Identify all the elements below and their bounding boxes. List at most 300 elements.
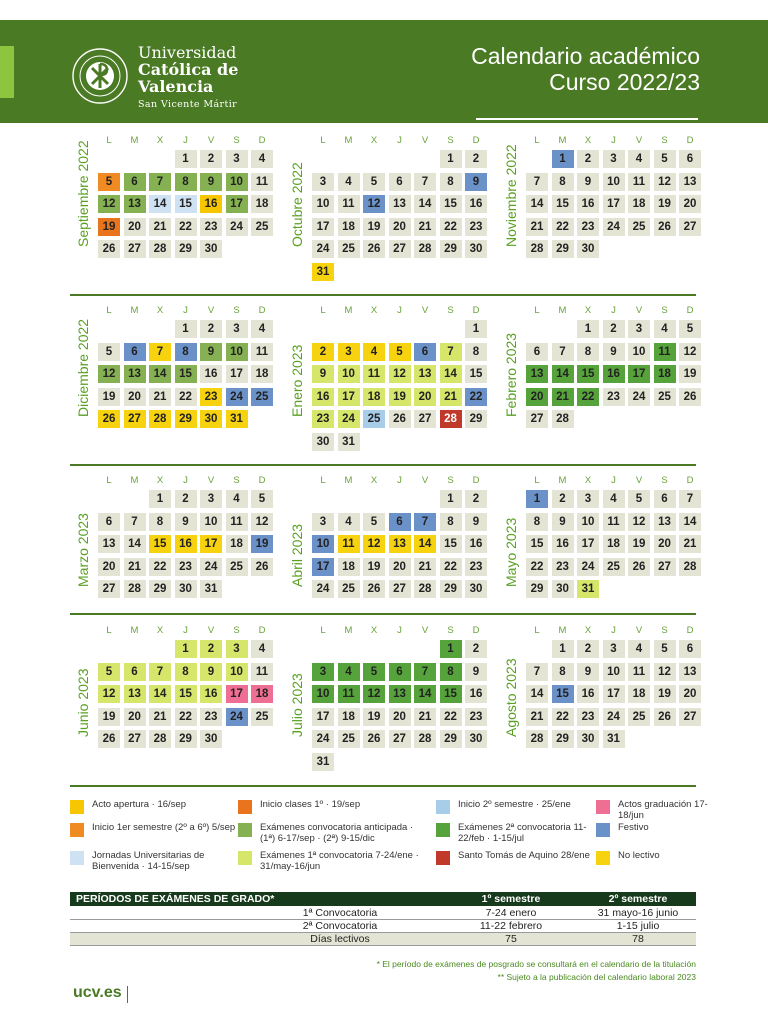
day-cell: 11 xyxy=(363,365,385,383)
day-cell: 14 xyxy=(414,195,436,213)
day-cell: 28 xyxy=(414,730,436,748)
weekday-header: M xyxy=(344,475,353,486)
weekday-header: V xyxy=(207,305,215,316)
legend-label-inicio2: Inicio 2º semestre · 25/ene xyxy=(458,799,571,810)
day-cell: 11 xyxy=(251,343,273,361)
day-cell: 15 xyxy=(440,685,462,703)
day-cell: 25 xyxy=(226,558,248,576)
day-cell: 22 xyxy=(465,388,487,406)
day-cell: 7 xyxy=(440,343,462,361)
day-cell: 16 xyxy=(577,685,599,703)
weekday-header: J xyxy=(183,135,188,146)
day-cell: 1 xyxy=(552,150,574,168)
weekday-header: D xyxy=(258,135,266,146)
weekday-header: M xyxy=(558,305,567,316)
day-cell: 22 xyxy=(175,708,197,726)
day-cell: 2 xyxy=(465,490,487,508)
day-cell: 23 xyxy=(465,558,487,576)
weekday-header: L xyxy=(320,135,326,146)
day-cell: 5 xyxy=(98,173,120,191)
day-cell: 26 xyxy=(654,708,676,726)
day-cell: 31 xyxy=(338,433,360,451)
day-cell: 10 xyxy=(577,513,599,531)
day-cell: 27 xyxy=(414,410,436,428)
weekday-header: M xyxy=(558,135,567,146)
day-cell: 6 xyxy=(124,343,146,361)
day-cell: 13 xyxy=(389,535,411,553)
day-cell: 18 xyxy=(654,365,676,383)
day-cell: 26 xyxy=(98,730,120,748)
day-cell: 6 xyxy=(679,150,701,168)
day-cell: 2 xyxy=(552,490,574,508)
row-separator xyxy=(70,785,696,787)
day-cell: 21 xyxy=(440,388,462,406)
month-name: Agosto 2023 xyxy=(503,658,519,737)
day-cell: 25 xyxy=(628,218,650,236)
day-cell: 20 xyxy=(124,218,146,236)
day-cell: 20 xyxy=(679,685,701,703)
day-cell: 18 xyxy=(628,685,650,703)
day-cell: 11 xyxy=(251,663,273,681)
day-cell: 1 xyxy=(175,320,197,338)
day-cell: 27 xyxy=(679,708,701,726)
month-7 xyxy=(286,475,496,625)
day-cell: 4 xyxy=(338,663,360,681)
day-cell: 13 xyxy=(389,685,411,703)
day-cell: 26 xyxy=(363,730,385,748)
day-cell: 22 xyxy=(526,558,548,576)
day-cell: 10 xyxy=(226,173,248,191)
day-cell: 9 xyxy=(312,365,334,383)
day-cell: 11 xyxy=(226,513,248,531)
legend-swatch-grad xyxy=(596,800,610,814)
day-cell: 31 xyxy=(603,730,625,748)
day-cell: 20 xyxy=(124,708,146,726)
day-cell: 8 xyxy=(440,513,462,531)
logo-line-3: Valencia xyxy=(138,77,214,96)
weekday-header: X xyxy=(370,305,378,316)
day-cell: 24 xyxy=(338,410,360,428)
footnote-1: * El período de exámenes de posgrado se consultará en el calendario de la titulación xyxy=(376,959,696,969)
day-cell: 13 xyxy=(654,513,676,531)
legend-swatch-ant xyxy=(238,823,252,837)
weekday-header: S xyxy=(661,305,668,316)
day-cell: 20 xyxy=(654,535,676,553)
day-cell: 28 xyxy=(440,410,462,428)
day-cell: 6 xyxy=(414,343,436,361)
month-1 xyxy=(286,135,496,285)
weekday-header: D xyxy=(472,625,480,636)
logo-line-4: San Vicente Mártir xyxy=(138,99,238,110)
legend-swatch-nolec xyxy=(596,851,610,865)
weekday-header: M xyxy=(130,305,139,316)
day-cell: 29 xyxy=(175,240,197,258)
day-cell: 17 xyxy=(338,388,360,406)
weekday-header: D xyxy=(472,135,480,146)
day-cell: 9 xyxy=(200,173,222,191)
row-separator xyxy=(70,464,696,466)
day-cell: 1 xyxy=(526,490,548,508)
day-cell: 22 xyxy=(175,388,197,406)
day-cell: 21 xyxy=(679,535,701,553)
day-cell: 20 xyxy=(679,195,701,213)
table-header xyxy=(70,892,696,906)
day-cell: 23 xyxy=(603,388,625,406)
day-cell: 5 xyxy=(363,173,385,191)
day-cell: 24 xyxy=(603,218,625,236)
weekday-header: S xyxy=(447,625,454,636)
weekday-header: J xyxy=(183,475,188,486)
day-cell: 19 xyxy=(363,218,385,236)
day-cell: 5 xyxy=(389,343,411,361)
weekday-header: V xyxy=(635,625,643,636)
day-cell: 26 xyxy=(251,558,273,576)
day-cell: 30 xyxy=(465,580,487,598)
day-cell: 18 xyxy=(628,195,650,213)
day-cell: 4 xyxy=(628,150,650,168)
day-cell: 1 xyxy=(440,640,462,658)
day-cell: 6 xyxy=(124,173,146,191)
table-header-sem1: 1º semestre xyxy=(481,893,541,905)
day-cell: 16 xyxy=(552,535,574,553)
day-cell: 7 xyxy=(526,173,548,191)
day-cell: 29 xyxy=(465,410,487,428)
footer-website-link[interactable]: ucv.es xyxy=(73,984,122,1001)
day-cell: 7 xyxy=(149,343,171,361)
weekday-header: X xyxy=(370,135,378,146)
weekday-header: S xyxy=(447,135,454,146)
day-cell: 2 xyxy=(200,320,222,338)
day-cell: 16 xyxy=(465,535,487,553)
legend-label-fest: Festivo xyxy=(618,822,649,833)
month-9 xyxy=(72,625,282,775)
month-name: Mayo 2023 xyxy=(503,517,519,587)
day-cell: 19 xyxy=(679,365,701,383)
day-cell: 1 xyxy=(175,150,197,168)
legend-label-ord: Exámenes 1ª convocatoria 7-24/ene · 31/may-16/jun xyxy=(260,850,419,872)
day-cell: 12 xyxy=(363,685,385,703)
month-5 xyxy=(500,305,710,455)
day-cell: 28 xyxy=(149,240,171,258)
table-cell: 1ª Convocatoria xyxy=(302,907,378,919)
day-cell: 17 xyxy=(603,685,625,703)
title-line-1: Calendario académico xyxy=(471,43,700,69)
day-cell: 29 xyxy=(552,240,574,258)
legend-swatch-clases xyxy=(238,800,252,814)
weekday-header: M xyxy=(344,305,353,316)
day-cell: 15 xyxy=(175,365,197,383)
day-cell: 8 xyxy=(552,663,574,681)
day-cell: 26 xyxy=(363,580,385,598)
day-cell: 2 xyxy=(465,150,487,168)
day-cell: 13 xyxy=(414,365,436,383)
weekday-header: L xyxy=(534,475,540,486)
day-cell: 17 xyxy=(226,365,248,383)
day-cell: 16 xyxy=(200,195,222,213)
day-cell: 3 xyxy=(226,150,248,168)
weekday-header: X xyxy=(370,475,378,486)
header-banner xyxy=(0,20,768,123)
day-cell: 3 xyxy=(338,343,360,361)
day-cell: 22 xyxy=(149,558,171,576)
table-cell: 2ª Convocatoria xyxy=(302,920,378,932)
day-cell: 12 xyxy=(98,195,120,213)
weekday-header: L xyxy=(320,475,326,486)
day-cell: 26 xyxy=(654,218,676,236)
table-row xyxy=(70,907,696,920)
day-cell: 10 xyxy=(603,663,625,681)
day-cell: 4 xyxy=(338,513,360,531)
day-cell: 21 xyxy=(414,708,436,726)
day-cell: 14 xyxy=(526,685,548,703)
day-cell: 3 xyxy=(603,640,625,658)
day-cell: 3 xyxy=(226,320,248,338)
legend-label-clases: Inicio clases 1º · 19/sep xyxy=(260,799,361,810)
day-cell: 15 xyxy=(149,535,171,553)
day-cell: 23 xyxy=(552,558,574,576)
day-cell: 12 xyxy=(679,343,701,361)
day-cell: 17 xyxy=(312,708,334,726)
weekday-header: L xyxy=(534,625,540,636)
month-0 xyxy=(72,135,282,285)
footnote-2: ** Sujeto a la publicación del calendario laboral 2023 xyxy=(497,972,696,982)
day-cell: 13 xyxy=(389,195,411,213)
weekday-header: J xyxy=(183,305,188,316)
day-cell: 30 xyxy=(200,730,222,748)
row-separator xyxy=(70,294,696,296)
day-cell: 7 xyxy=(414,173,436,191)
weekday-header: X xyxy=(156,135,164,146)
day-cell: 4 xyxy=(603,490,625,508)
day-cell: 11 xyxy=(603,513,625,531)
day-cell: 6 xyxy=(679,640,701,658)
weekday-header: V xyxy=(421,305,429,316)
day-cell: 21 xyxy=(526,218,548,236)
day-cell: 27 xyxy=(124,410,146,428)
day-cell: 18 xyxy=(363,388,385,406)
day-cell: 11 xyxy=(628,173,650,191)
day-cell: 26 xyxy=(363,240,385,258)
day-cell: 5 xyxy=(98,343,120,361)
day-cell: 28 xyxy=(526,240,548,258)
day-cell: 8 xyxy=(175,663,197,681)
day-cell: 13 xyxy=(98,535,120,553)
day-cell: 5 xyxy=(251,490,273,508)
day-cell: 5 xyxy=(628,490,650,508)
weekday-header: L xyxy=(320,305,326,316)
day-cell: 14 xyxy=(149,365,171,383)
table-cell: 7-24 enero xyxy=(485,907,537,919)
day-cell: 11 xyxy=(654,343,676,361)
day-cell: 24 xyxy=(312,580,334,598)
day-cell: 4 xyxy=(251,640,273,658)
day-cell: 30 xyxy=(200,410,222,428)
day-cell: 9 xyxy=(465,513,487,531)
day-cell: 10 xyxy=(226,343,248,361)
logo-line-2: Católica de xyxy=(138,60,239,79)
legend-label-grad: Actos graduación 17-18/jun xyxy=(618,799,708,821)
day-cell: 17 xyxy=(200,535,222,553)
day-cell: 16 xyxy=(577,195,599,213)
day-cell: 7 xyxy=(149,173,171,191)
day-cell: 13 xyxy=(124,365,146,383)
day-cell: 25 xyxy=(251,708,273,726)
table-cell: Días lectivos xyxy=(310,933,370,945)
day-cell: 13 xyxy=(679,663,701,681)
day-cell: 22 xyxy=(577,388,599,406)
weekday-header: X xyxy=(156,475,164,486)
weekday-header: D xyxy=(258,625,266,636)
day-cell: 15 xyxy=(440,195,462,213)
day-cell: 25 xyxy=(338,240,360,258)
day-cell: 1 xyxy=(577,320,599,338)
day-cell: 15 xyxy=(175,195,197,213)
day-cell: 20 xyxy=(389,218,411,236)
day-cell: 7 xyxy=(414,513,436,531)
day-cell: 2 xyxy=(603,320,625,338)
day-cell: 3 xyxy=(226,640,248,658)
day-cell: 13 xyxy=(124,195,146,213)
day-cell: 17 xyxy=(226,195,248,213)
day-cell: 15 xyxy=(175,685,197,703)
day-cell: 10 xyxy=(628,343,650,361)
day-cell: 1 xyxy=(175,640,197,658)
weekday-header: L xyxy=(106,135,112,146)
day-cell: 21 xyxy=(149,388,171,406)
day-cell: 9 xyxy=(200,343,222,361)
weekday-header: X xyxy=(584,135,592,146)
day-cell: 25 xyxy=(251,388,273,406)
day-cell: 14 xyxy=(440,365,462,383)
day-cell: 27 xyxy=(679,218,701,236)
day-cell: 14 xyxy=(414,535,436,553)
day-cell: 19 xyxy=(251,535,273,553)
weekday-header: X xyxy=(584,305,592,316)
day-cell: 5 xyxy=(654,150,676,168)
day-cell: 31 xyxy=(577,580,599,598)
weekday-header: J xyxy=(397,625,402,636)
day-cell: 15 xyxy=(552,195,574,213)
day-cell: 2 xyxy=(465,640,487,658)
day-cell: 18 xyxy=(251,685,273,703)
day-cell: 2 xyxy=(312,343,334,361)
day-cell: 1 xyxy=(440,490,462,508)
weekday-header: J xyxy=(183,625,188,636)
day-cell: 1 xyxy=(440,150,462,168)
table-cell: 31 mayo-16 junio xyxy=(597,907,679,919)
day-cell: 26 xyxy=(628,558,650,576)
day-cell: 19 xyxy=(98,708,120,726)
day-cell: 19 xyxy=(98,218,120,236)
day-cell: 4 xyxy=(338,173,360,191)
day-cell: 29 xyxy=(440,240,462,258)
day-cell: 29 xyxy=(175,410,197,428)
weekday-header: J xyxy=(397,135,402,146)
weekday-header: S xyxy=(233,625,240,636)
day-cell: 29 xyxy=(552,730,574,748)
day-cell: 30 xyxy=(552,580,574,598)
day-cell: 6 xyxy=(389,513,411,531)
day-cell: 12 xyxy=(654,173,676,191)
weekday-header: V xyxy=(421,135,429,146)
day-cell: 10 xyxy=(338,365,360,383)
day-cell: 24 xyxy=(312,730,334,748)
day-cell: 14 xyxy=(552,365,574,383)
day-cell: 11 xyxy=(251,173,273,191)
legend xyxy=(70,796,708,876)
day-cell: 6 xyxy=(389,663,411,681)
day-cell: 22 xyxy=(175,218,197,236)
weekday-header: D xyxy=(686,625,694,636)
month-3 xyxy=(72,305,282,455)
weekday-header: J xyxy=(611,305,616,316)
day-cell: 1 xyxy=(149,490,171,508)
day-cell: 14 xyxy=(124,535,146,553)
day-cell: 11 xyxy=(338,685,360,703)
day-cell: 8 xyxy=(440,663,462,681)
day-cell: 28 xyxy=(124,580,146,598)
month-name: Enero 2023 xyxy=(289,344,305,417)
day-cell: 24 xyxy=(603,708,625,726)
day-cell: 9 xyxy=(603,343,625,361)
day-cell: 15 xyxy=(440,535,462,553)
weekday-header: L xyxy=(106,625,112,636)
day-cell: 27 xyxy=(389,730,411,748)
day-cell: 9 xyxy=(465,663,487,681)
day-cell: 30 xyxy=(175,580,197,598)
day-cell: 29 xyxy=(175,730,197,748)
table-cell: 75 xyxy=(505,933,517,945)
day-cell: 1 xyxy=(465,320,487,338)
day-cell: 10 xyxy=(603,173,625,191)
weekday-header: J xyxy=(397,475,402,486)
day-cell: 7 xyxy=(124,513,146,531)
day-cell: 12 xyxy=(251,513,273,531)
day-cell: 27 xyxy=(124,730,146,748)
day-cell: 15 xyxy=(465,365,487,383)
day-cell: 10 xyxy=(226,663,248,681)
day-cell: 18 xyxy=(338,558,360,576)
university-seal-icon xyxy=(72,48,128,104)
day-cell: 12 xyxy=(389,365,411,383)
day-cell: 24 xyxy=(200,558,222,576)
day-cell: 19 xyxy=(98,388,120,406)
weekday-header: D xyxy=(472,305,480,316)
day-cell: 21 xyxy=(149,708,171,726)
day-cell: 23 xyxy=(465,708,487,726)
weekday-header: L xyxy=(106,305,112,316)
month-name: Junio 2023 xyxy=(75,668,91,737)
day-cell: 15 xyxy=(552,685,574,703)
day-cell: 16 xyxy=(465,195,487,213)
weekday-header: X xyxy=(584,475,592,486)
day-cell: 8 xyxy=(175,343,197,361)
day-cell: 29 xyxy=(440,730,462,748)
table-cell: 11-22 febrero xyxy=(479,920,543,932)
weekday-header: M xyxy=(558,625,567,636)
day-cell: 30 xyxy=(465,240,487,258)
day-cell: 14 xyxy=(149,195,171,213)
day-cell: 29 xyxy=(149,580,171,598)
day-cell: 26 xyxy=(679,388,701,406)
day-cell: 20 xyxy=(389,558,411,576)
legend-label-jornadas: Jornadas Universitarias de Bienvenida · 14-15/sep xyxy=(92,850,205,872)
day-cell: 7 xyxy=(552,343,574,361)
weekday-header: J xyxy=(611,135,616,146)
day-cell: 6 xyxy=(389,173,411,191)
day-cell: 12 xyxy=(98,365,120,383)
day-cell: 17 xyxy=(312,218,334,236)
